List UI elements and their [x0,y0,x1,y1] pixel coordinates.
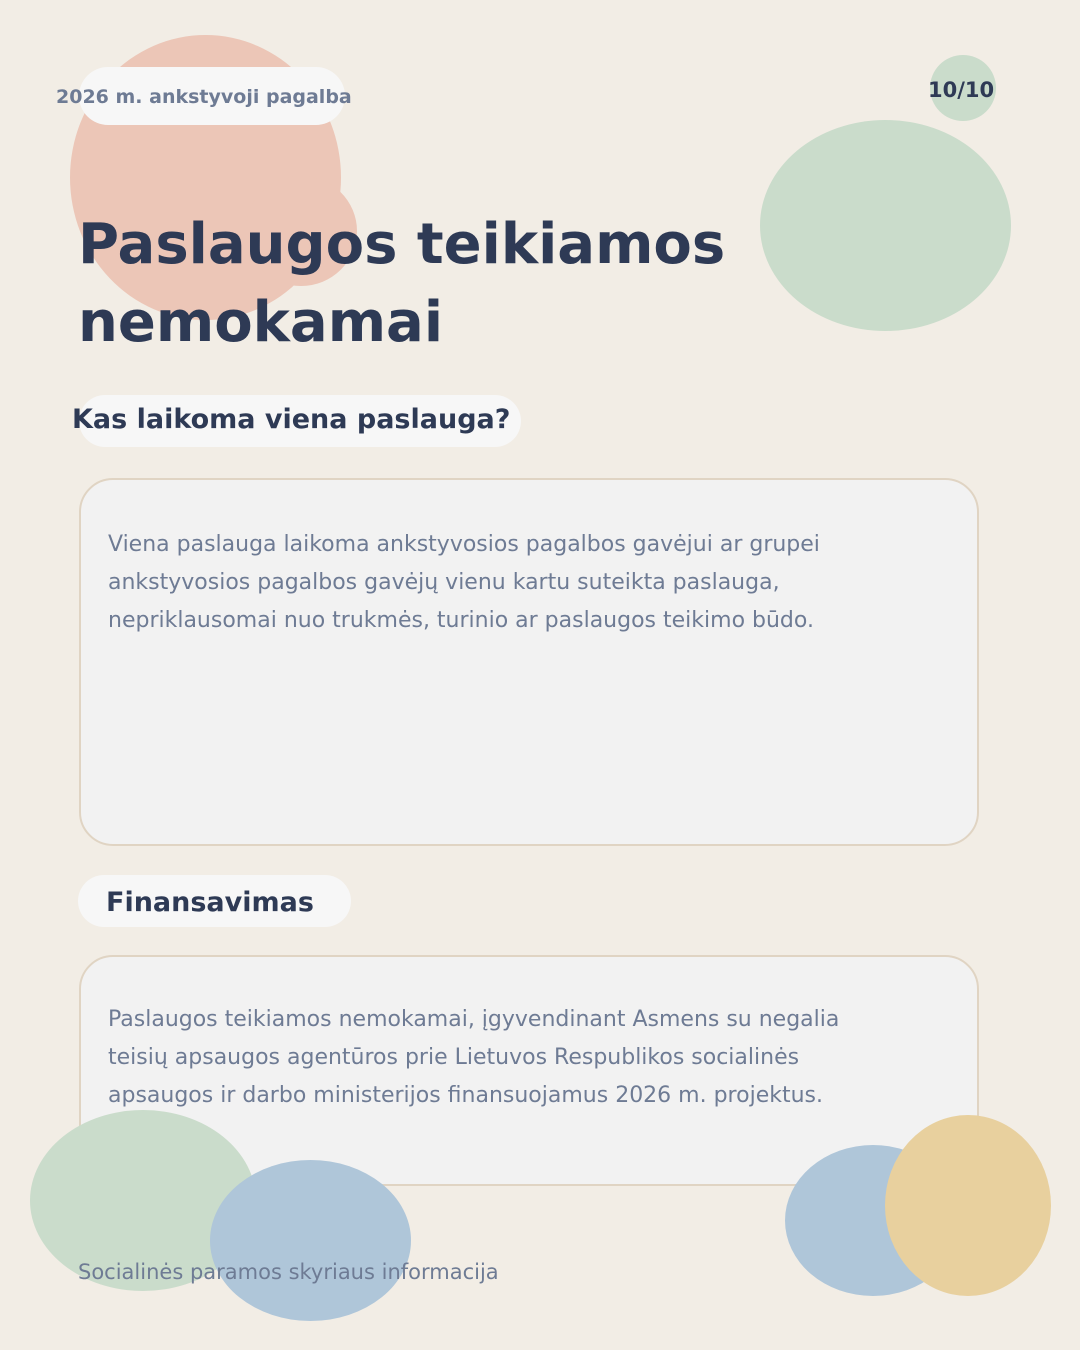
section-heading: Finansavimas [106,887,314,918]
card-text-line: Paslaugos teikiamos nemokamai, įgyvendinant Asmens su negalia [108,1007,840,1032]
page-indicator: 10/10 [928,78,995,102]
card-text-line: Viena paslauga laikoma ankstyvosios pagalbos gavėjui ar grupei [108,532,820,557]
header-tag: 2026 m. ankstyvoji pagalba [56,86,352,108]
page-title-line-2: nemokamai [78,290,444,355]
card-text-line: teisių apsaugos agentūros prie Lietuvos Respublikos socialinės [108,1045,800,1070]
section-heading: Kas laikoma viena paslauga? [72,404,511,435]
page-title [78,206,725,362]
decorative-blob-blue-bottom-left [210,1160,411,1321]
footer-text: Socialinės paramos skyriaus informacija [78,1260,499,1284]
card-text-line: ankstyvosios pagalbos gavėjų vienu kartu suteikta paslauga, [108,570,780,595]
decorative-blob-sand-bottom-right [885,1115,1051,1296]
card-body-text [108,526,948,640]
card-text-line: apsaugos ir darbo ministerijos finansuojamus 2026 m. projektus. [108,1083,823,1108]
decorative-blob-sage-large [760,120,1011,331]
card-text-line: nepriklausomai nuo trukmės, turinio ar paslaugos teikimo būdo. [108,608,814,633]
card-body-text [108,1001,948,1115]
page-title-line-1: Paslaugos teikiamos [78,212,726,277]
